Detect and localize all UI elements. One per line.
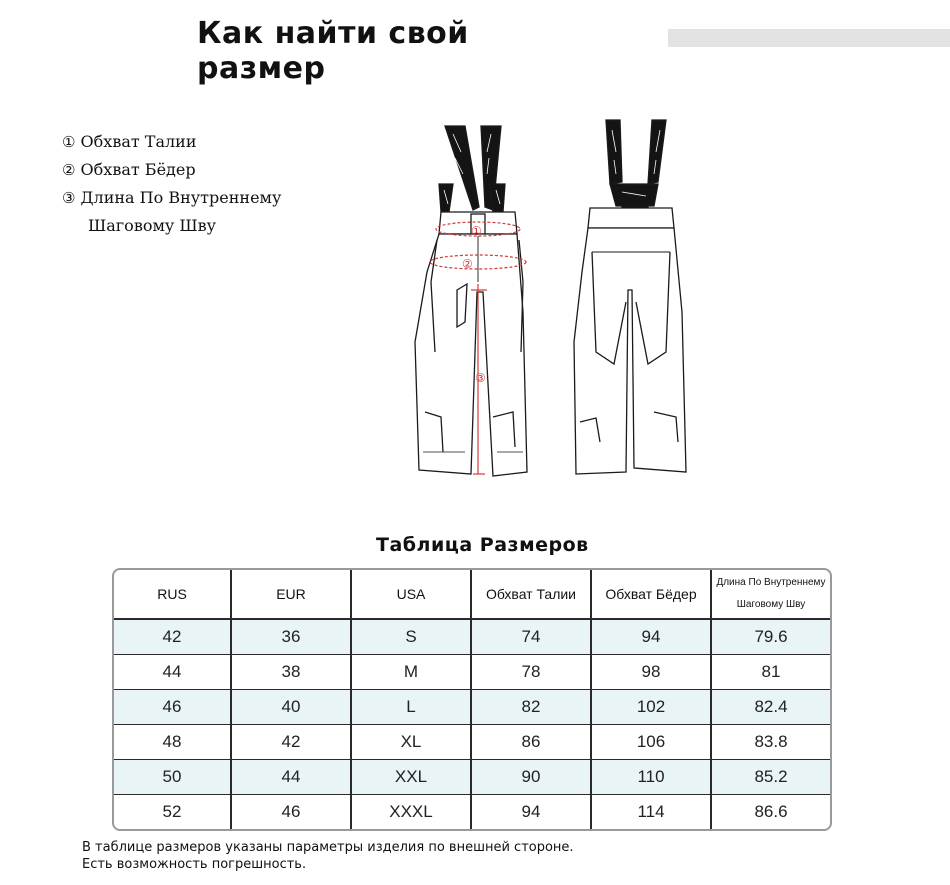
table-title: Таблица Размеров	[376, 534, 589, 556]
footnote-line-2: Есть возможность погрешность.	[82, 857, 307, 872]
marker-inseam: ③	[475, 371, 486, 385]
col-header-waist: Обхват Талии	[471, 570, 591, 619]
back-view	[574, 120, 686, 474]
cell-rus: 42	[114, 619, 231, 655]
table-row	[114, 795, 830, 829]
cell-eur: 46	[231, 795, 351, 829]
measurement-legend	[62, 128, 362, 240]
marker-waist: ①	[471, 224, 482, 238]
col-header-rus: RUS	[114, 570, 231, 619]
footnote-line-1: В таблице размеров указаны параметры изделия по внешней стороне.	[82, 840, 574, 855]
header-decor-bar	[668, 29, 950, 47]
col-header-usa: USA	[351, 570, 471, 619]
page-title: Как найти свой размер	[197, 16, 469, 86]
cell-eur: 42	[231, 725, 351, 760]
cell-waist: 90	[471, 760, 591, 795]
marker-hips: ②	[462, 257, 473, 271]
cell-rus: 50	[114, 760, 231, 795]
cell-hips: 98	[591, 655, 711, 690]
legend-item-waist	[62, 128, 362, 156]
col-header-inseam: Длина По Внутреннему Шаговому Шву	[711, 570, 830, 619]
legend-item-hips	[62, 156, 362, 184]
cell-usa: S	[351, 619, 471, 655]
legend-label: Обхват Бёдер	[80, 160, 196, 179]
cell-waist: 94	[471, 795, 591, 829]
col-header-hips: Обхват Бёдер	[591, 570, 711, 619]
cell-hips: 94	[591, 619, 711, 655]
legend-label: Длина По Внутреннему	[80, 188, 282, 207]
pants-diagram	[405, 112, 705, 487]
cell-eur: 40	[231, 690, 351, 725]
cell-usa: XXL	[351, 760, 471, 795]
table-row	[114, 619, 830, 655]
cell-usa: M	[351, 655, 471, 690]
cell-hips: 106	[591, 725, 711, 760]
table-row	[114, 725, 830, 760]
cell-rus: 46	[114, 690, 231, 725]
legend-number: ②	[62, 161, 76, 179]
cell-hips: 110	[591, 760, 711, 795]
cell-inseam: 85.2	[711, 760, 830, 795]
cell-waist: 86	[471, 725, 591, 760]
cell-rus: 52	[162, 802, 182, 822]
cell-inseam: 81	[711, 655, 830, 690]
footnote	[82, 839, 782, 873]
cell-waist: 78	[471, 655, 591, 690]
cell-hips: 114	[591, 795, 711, 829]
cell-rus: 44	[114, 655, 231, 690]
table-row	[114, 760, 830, 795]
table-row	[114, 690, 830, 725]
cell-waist: 74	[471, 619, 591, 655]
cell-inseam: 82.4	[711, 690, 830, 725]
cell-eur: 36	[231, 619, 351, 655]
col-header-eur: EUR	[231, 570, 351, 619]
cell-inseam: 86.6	[711, 795, 830, 829]
cell-inseam: 83.8	[711, 725, 830, 760]
cell-eur: 44	[231, 760, 351, 795]
cell-usa: XXXL	[351, 795, 471, 829]
legend-number: ①	[62, 133, 76, 151]
size-table	[112, 568, 832, 831]
cell-waist: 82	[471, 690, 591, 725]
cell-hips: 102	[591, 690, 711, 725]
table-row	[114, 655, 830, 690]
cell-usa: XL	[351, 725, 471, 760]
legend-number: ③	[62, 189, 76, 207]
cell-usa: L	[351, 690, 471, 725]
table-header-row	[114, 570, 830, 619]
cell-eur: 38	[231, 655, 351, 690]
cell-rus: 48	[114, 725, 231, 760]
legend-item-inseam	[62, 184, 362, 212]
cell-inseam: 79.6	[711, 619, 830, 655]
legend-label: Обхват Талии	[80, 132, 197, 151]
front-view	[415, 126, 527, 476]
legend-item-inseam-cont: Шаговому Шву	[88, 216, 217, 235]
